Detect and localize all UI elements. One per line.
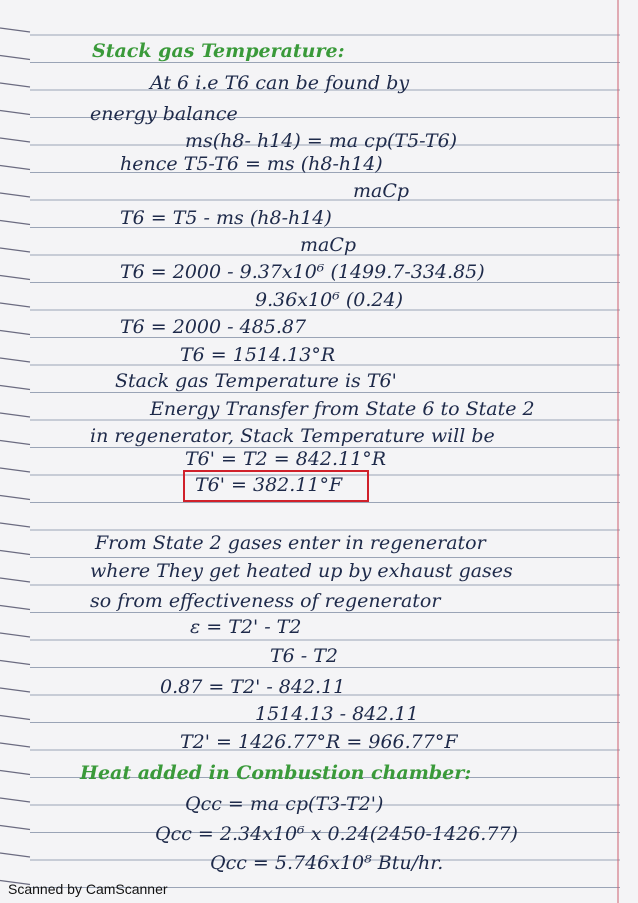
- line-5: maCp: [353, 180, 410, 202]
- line-16-result: T6' = 382.11°F: [195, 474, 343, 496]
- line-21: T6 - T2: [270, 645, 339, 667]
- line-14: in regenerator, Stack Temperature will be: [90, 425, 495, 447]
- line-10: T6 = 2000 - 485.87: [120, 316, 307, 338]
- line-24: T2' = 1426.77°R = 966.77°F: [180, 731, 458, 753]
- line-8: T6 = 2000 - 9.37x10⁶ (1499.7-334.85): [120, 261, 485, 283]
- line-19: so from effectiveness of regenerator: [90, 590, 441, 612]
- line-22: 0.87 = T2' - 842.11: [160, 676, 346, 698]
- line-1: At 6 i.e T6 can be found by: [150, 72, 410, 94]
- heading-stack-gas: Stack gas Temperature:: [92, 40, 345, 62]
- heat-line-1: Qcc = ma cp(T3-T2'): [185, 793, 384, 815]
- line-23: 1514.13 - 842.11: [255, 703, 419, 725]
- line-7: maCp: [300, 234, 357, 256]
- scanner-watermark: Scanned by CamScanner: [8, 881, 168, 897]
- line-12: Stack gas Temperature is T6': [115, 370, 397, 392]
- line-2: energy balance: [90, 103, 238, 125]
- heat-line-3: Qcc = 5.746x10⁸ Btu/hr.: [210, 852, 444, 874]
- line-18: where They get heated up by exhaust gases: [90, 560, 513, 582]
- heat-line-2: Qcc = 2.34x10⁶ x 0.24(2450-1426.77): [155, 823, 518, 845]
- line-13: Energy Transfer from State 6 to State 2: [150, 398, 535, 420]
- line-9: 9.36x10⁶ (0.24): [255, 289, 403, 311]
- line-20: ε = T2' - T2: [190, 616, 302, 638]
- line-17: From State 2 gases enter in regenerator: [95, 532, 486, 554]
- line-6: T6 = T5 - ms (h8-h14): [120, 207, 332, 229]
- line-3: ms(h8- h14) = ma cp(T5-T6): [185, 130, 458, 152]
- line-11: T6 = 1514.13°R: [180, 344, 336, 366]
- heading-heat-added: Heat added in Combustion chamber:: [80, 762, 472, 784]
- line-4: hence T5-T6 = ms (h8-h14): [120, 153, 383, 175]
- line-15: T6' = T2 = 842.11°R: [185, 448, 387, 470]
